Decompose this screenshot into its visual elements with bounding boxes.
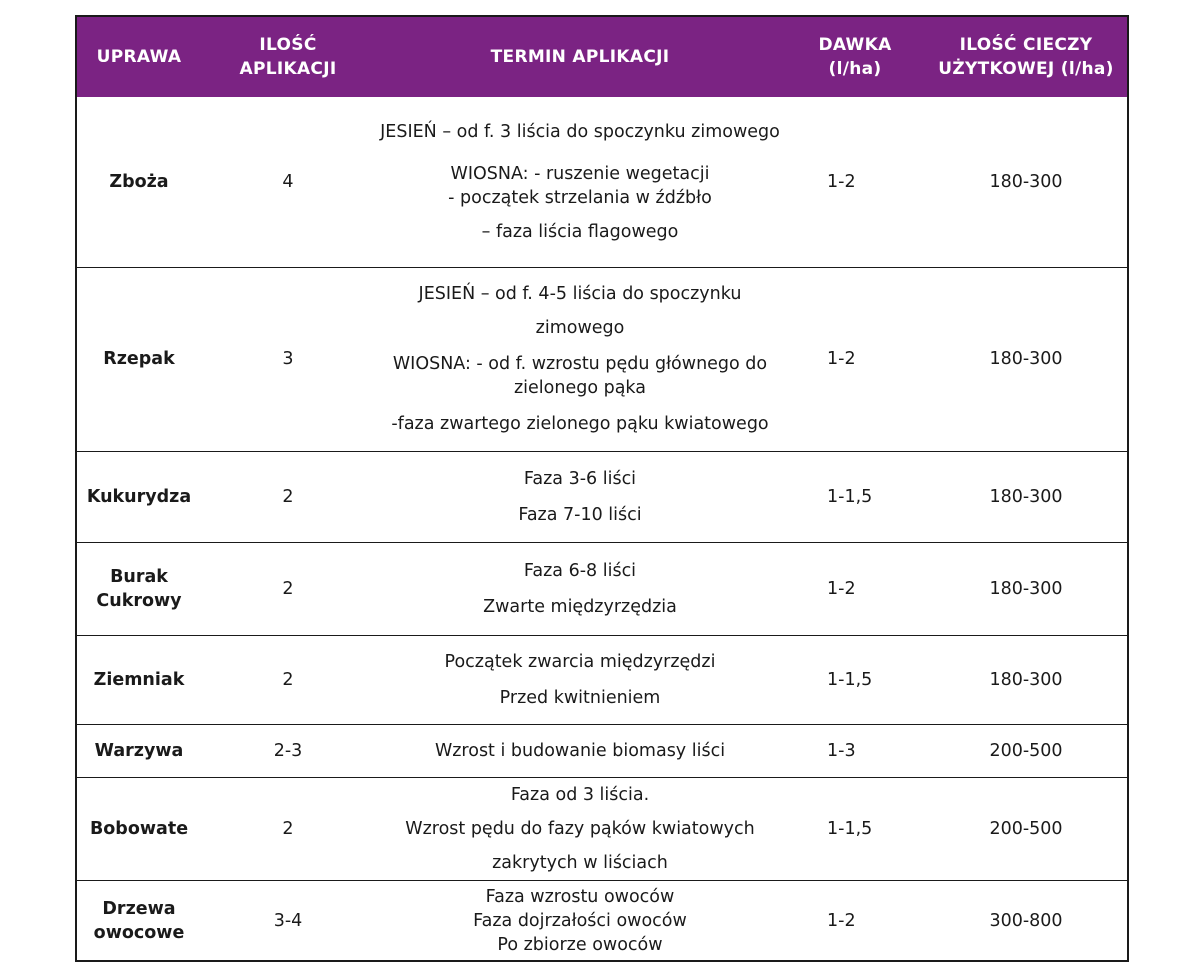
dose-cell: 1-2	[827, 171, 856, 192]
applications-cell: 2-3	[273, 740, 303, 761]
dose-cell: 1-3	[827, 740, 856, 761]
applications-cell: 2	[282, 486, 294, 507]
applications-cell: 3-4	[273, 910, 303, 931]
crop-cell: Drzewa owocowe	[93, 898, 185, 943]
table-row	[77, 635, 1127, 724]
applications-cell: 2	[282, 669, 294, 690]
term-line: - początek strzelania w źdźbło	[448, 187, 712, 208]
term-line: zimowego	[535, 318, 625, 338]
header-row	[77, 17, 1127, 97]
term-cell	[375, 880, 785, 961]
liquid-cell: 180-300	[989, 578, 1063, 599]
liquid-cell: 200-500	[989, 740, 1063, 761]
term-line: Faza 6-8 liści	[523, 560, 637, 581]
liquid-cell: 300-800	[989, 910, 1063, 931]
term-line: JESIEŃ – od f. 3 liścia do spoczynku zimowego	[380, 121, 780, 142]
liquid-cell: 180-300	[989, 349, 1063, 369]
term-line: Początek zwarcia międzyrzędzi	[444, 651, 716, 672]
dose-cell: 1-1,5	[827, 669, 873, 690]
term-line: – faza liścia flagowego	[481, 221, 679, 242]
term-line: Faza 3-6 liści	[523, 468, 637, 489]
crop-cell: Ziemniak	[93, 669, 185, 690]
crop-cell: Burak Cukrowy	[96, 566, 182, 611]
applications-cell: 2	[282, 818, 294, 839]
term-line: zielonego pąka	[513, 378, 646, 398]
applications-cell: 4	[282, 171, 294, 192]
crop-cell: Rzepak	[103, 349, 175, 369]
header-applications: ILOŚĆ APLIKACJI	[239, 35, 337, 79]
crop-cell: Kukurydza	[86, 486, 192, 507]
term-cell	[375, 635, 785, 724]
term-cell	[375, 451, 785, 542]
dosage-table	[77, 17, 1127, 961]
term-cell	[375, 542, 785, 635]
table-body	[77, 97, 1127, 961]
term-line: Po zbiorze owoców	[497, 934, 663, 955]
dose-cell: 1-1,5	[827, 818, 873, 839]
applications-cell: 3	[282, 349, 294, 369]
table-row	[77, 267, 1127, 451]
term-cell	[375, 267, 785, 451]
table-row	[77, 97, 1127, 267]
term-line: WIOSNA: - od f. wzrostu pędu głównego do	[392, 354, 768, 374]
term-line: Zwarte międzyrzędzia	[483, 596, 677, 617]
term-line: Faza od 3 liścia.	[510, 784, 650, 805]
liquid-cell: 180-300	[989, 486, 1063, 507]
term-cell	[375, 97, 785, 267]
table-row	[77, 451, 1127, 542]
liquid-cell: 200-500	[989, 818, 1063, 839]
term-line: -faza zwartego zielonego pąku kwiatowego	[391, 414, 769, 434]
dose-cell: 1-2	[827, 578, 856, 599]
table-row	[77, 724, 1127, 777]
term-cell	[375, 777, 785, 880]
term-line: Przed kwitnieniem	[499, 687, 661, 708]
liquid-cell: 180-300	[989, 669, 1063, 690]
crop-cell: Bobowate	[89, 818, 189, 839]
dose-cell: 1-1,5	[827, 486, 873, 507]
term-line: WIOSNA: - ruszenie wegetacji	[450, 163, 710, 184]
term-line: Faza dojrzałości owoców	[473, 910, 687, 931]
crop-cell: Zboża	[109, 171, 169, 192]
table-row	[77, 880, 1127, 961]
term-line: Faza 7-10 liści	[518, 504, 642, 525]
term-line: Wzrost i budowanie biomasy liści	[434, 740, 726, 761]
table-row	[77, 777, 1127, 880]
applications-cell: 2	[282, 578, 294, 599]
table-header	[77, 17, 1127, 97]
dose-cell: 1-2	[827, 349, 856, 369]
header-crop: UPRAWA	[96, 47, 182, 67]
header-dose: DAWKA (l/ha)	[818, 35, 892, 79]
term-line: Faza wzrostu owoców	[485, 886, 675, 907]
term-line: JESIEŃ – od f. 4-5 liścia do spoczynku	[418, 284, 742, 304]
term-line: Wzrost pędu do fazy pąków kwiatowych	[405, 818, 755, 839]
header-liquid: ILOŚĆ CIECZY UŻYTKOWEJ (l/ha)	[938, 35, 1114, 79]
crop-cell: Warzywa	[94, 740, 184, 761]
table-row	[77, 542, 1127, 635]
term-line: zakrytych w liściach	[492, 852, 668, 873]
dose-cell: 1-2	[827, 910, 856, 931]
header-term: TERMIN APLIKACJI	[490, 47, 670, 67]
liquid-cell: 180-300	[989, 171, 1063, 192]
term-cell	[375, 724, 785, 777]
